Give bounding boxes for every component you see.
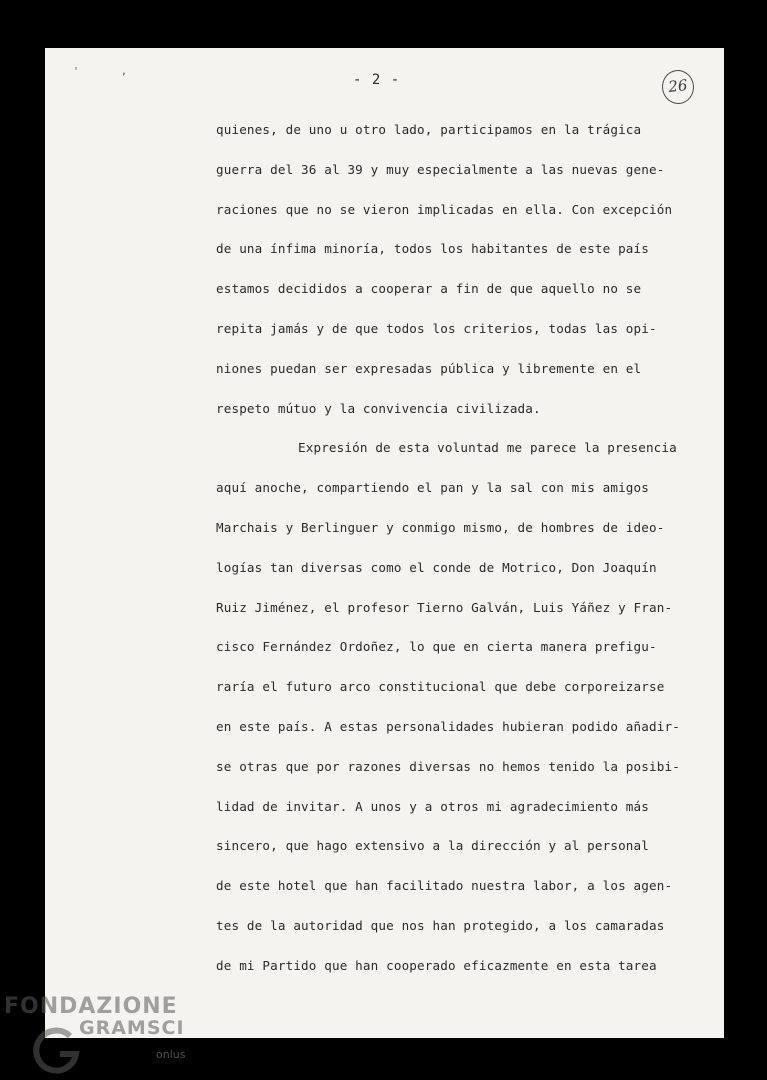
text-line: niones puedan ser expresadas pública y libremente en el [216,360,642,376]
text-line: se otras que por razones diversas no hemos tenido la posibi- [216,758,680,774]
corner-marks: ' , [73,66,146,77]
watermark-subtitle: GRAMSCI [79,1017,185,1039]
document-page [45,48,724,1038]
text-line: de este hotel que han facilitado nuestra labor, a los agen- [216,878,673,894]
fondazione-gramsci-logo-icon [30,1024,82,1076]
page-number: - 2 - [353,72,401,88]
text-line: de mi Partido que han cooperado eficazmente en esta tarea [216,957,657,973]
text-line: raciones que no se vieron implicadas en ella. Con excepción [216,201,673,217]
archive-watermark [0,994,200,1080]
document-body [216,120,706,996]
text-line: aquí anoche, compartiendo el pan y la sal con mis amigos [216,480,649,496]
text-line: Marchais y Berlinguer y conmigo mismo, de hombres de ideo- [216,519,665,535]
text-line: quienes, de uno u otro lado, participamos en la trágica [216,122,642,137]
watermark-title: FONDAZIONE [4,994,178,1019]
text-line: sincero, que hago extensivo a la dirección y al personal [216,838,649,854]
text-line: Expresión de esta voluntad me parece la presencia [298,440,677,456]
text-line: raría el futuro arco constitucional que debe corporeizarse [216,679,665,695]
text-line: en este país. A estas personalidades hubieran podido añadir- [216,718,680,734]
text-line: de una ínfima minoría, todos los habitantes de este país [216,241,649,257]
folio-number-stamp: 26 [660,68,695,105]
text-line: tes de la autoridad que nos han protegido, a los camaradas [216,917,665,933]
text-line: estamos decididos a cooperar a fin de que aquello no se [216,281,642,297]
watermark-suffix: onlus [156,1048,186,1061]
text-line: lidad de invitar. A unos y a otros mi agradecimiento más [216,798,649,814]
text-line: logías tan diversas como el conde de Motrico, Don Joaquín [216,559,657,575]
text-line: guerra del 36 al 39 y muy especialmente a las nuevas gene- [216,161,665,177]
text-line: Ruiz Jiménez, el profesor Tierno Galván, Luis Yáñez y Fran- [216,599,673,615]
text-line: cisco Fernández Ordoñez, lo que en cierta manera prefigu- [216,639,657,655]
text-line: respeto mútuo y la convivencia civilizada. [216,400,541,416]
text-line: repita jamás y de que todos los criterios, todas las opi- [216,320,657,336]
